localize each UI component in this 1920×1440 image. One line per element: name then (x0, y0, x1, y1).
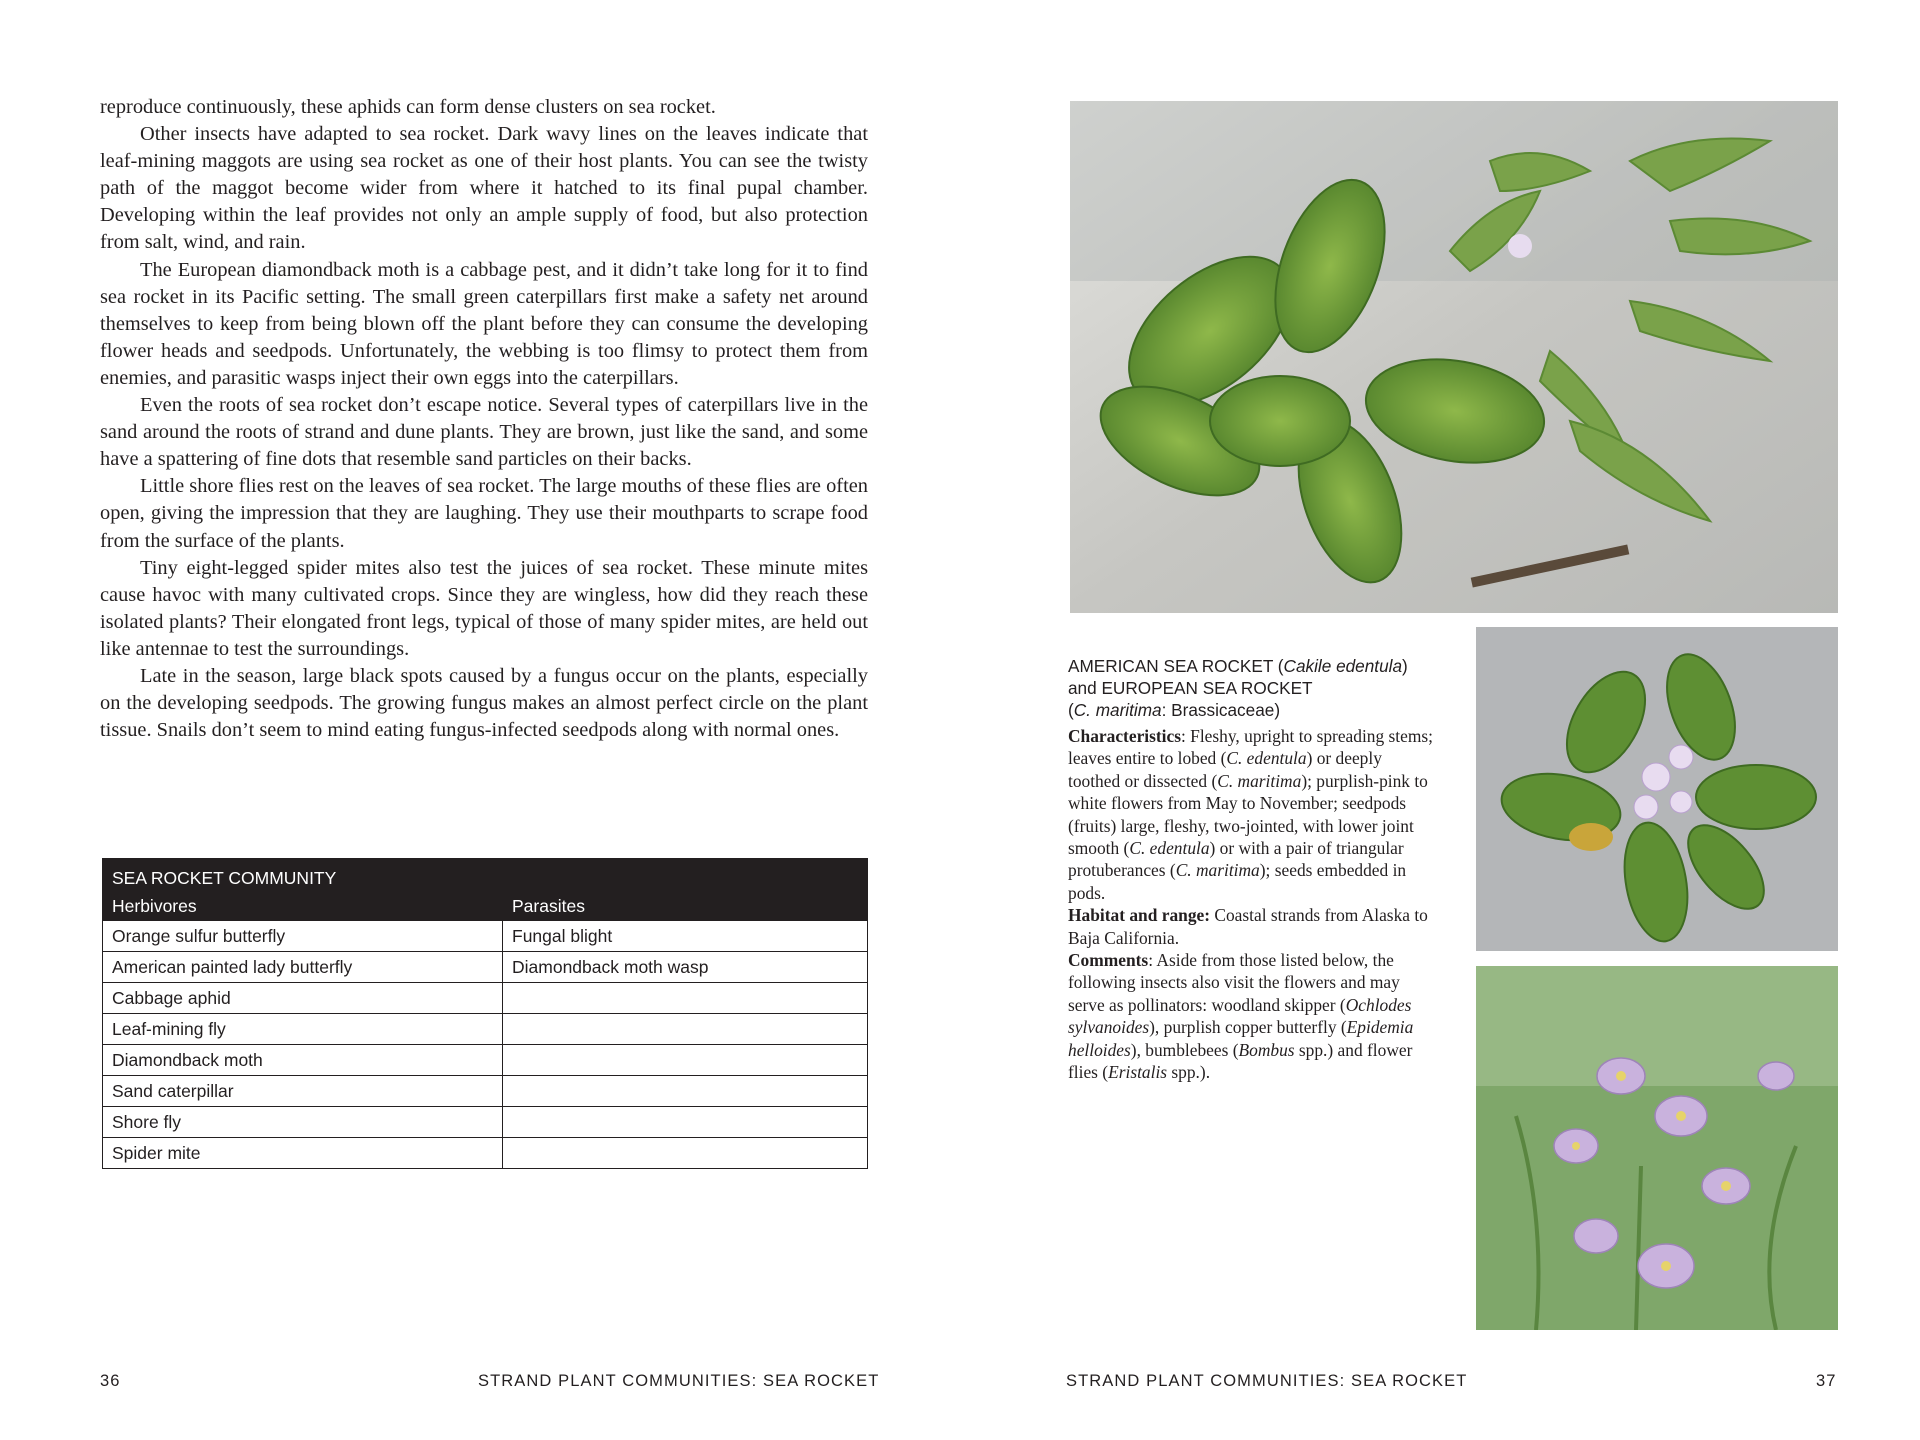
table-row (103, 1107, 868, 1138)
paragraph-3: The European diamondback moth is a cabbage pest, and it didn’t take long for it to find sea rocket in its Pacific setting. The small green caterpillars first make a safety net around themselves to keep from being blown off the plant before they can consume the developing flower heads and seedpods. Unfortunately, the webbing is too flimsy to protect them from enemies, and parasitic wasps inject their own eggs into the caterpillars. (100, 258, 868, 389)
parasite-cell (503, 983, 868, 1014)
characteristics-text: ) or deeply toothed or dissected ( (1068, 748, 1382, 791)
page-number-right: 37 (1816, 1372, 1837, 1390)
column-header-parasites: Parasites (503, 892, 868, 921)
comments-text: spp.). (1167, 1062, 1211, 1083)
habitat-text: Coastal strands from Alaska to Baja California. (1068, 905, 1428, 948)
comments-text: spp.) and flower flies ( (1068, 1039, 1413, 1083)
running-head-right: STRAND PLANT COMMUNITIES: SEA ROCKET (1066, 1372, 1468, 1390)
characteristics-paragraph (1068, 725, 1434, 904)
latin-term: C. maritima (1217, 770, 1302, 791)
comments-text: : Aside from those listed below, the following insects also visit the flowers and may serve as pollinators: woodland skipper ( (1068, 950, 1400, 1015)
parasite-cell (503, 1076, 868, 1107)
comments-label: Comments (1068, 950, 1149, 971)
open-paren-1: ( (1273, 656, 1284, 676)
characteristics-text: : Fleshy, upright to spreading stems; leaves entire to lobed ( (1068, 726, 1433, 769)
paragraph-6: Tiny eight-legged spider mites also test the juices of sea rocket. These minute mites cause havoc with many cultivated crops. Since they are wingless, how did they reach these isolated plants? Their elongated front legs, typical of those of many spider mites, are held out like antennae to test the surroundings. (100, 556, 868, 660)
running-head-left: STRAND PLANT COMMUNITIES: SEA ROCKET (478, 1372, 880, 1390)
comments-text: ), purplish copper butterfly ( (1149, 1017, 1347, 1038)
open-paren-2: ( (1068, 700, 1074, 720)
sea-rocket-rosette-photo (1476, 627, 1838, 951)
herbivore-cell: Diamondback moth (103, 1045, 503, 1076)
european-name: EUROPEAN SEA ROCKET (1101, 678, 1313, 698)
latin-term: Ochlodes sylvanoides (1068, 994, 1412, 1038)
close-paren-1: ) (1402, 656, 1408, 676)
paragraph-4: Even the roots of sea rocket don’t escape notice. Several types of caterpillars live in the sand around the roots of strand and dune plants. They are brown, just like the sand, and some have a spattering of fine dots that resemble sand particles on their backs. (100, 394, 868, 471)
species-heading (1068, 655, 1434, 721)
herbivore-cell: Orange sulfur butterfly (103, 921, 503, 952)
parasite-cell: Diamondback moth wasp (503, 952, 868, 983)
herbivore-cell: Sand caterpillar (103, 1076, 503, 1107)
paragraph-2: Other insects have adapted to sea rocket. Dark wavy lines on the leaves indicate that leaf-mining maggots are using sea rocket as one of their host plants. You can see the twisty path of the maggot become wider from where it hatched to its final pupal chamber. Developing within the leaf provides not only an ample supply of food, but also protection from salt, wind, and rain. (100, 123, 868, 254)
herbivore-cell: Leaf-mining fly (103, 1014, 503, 1045)
characteristics-label: Characteristics (1068, 726, 1181, 746)
parasite-cell (503, 1014, 868, 1045)
characteristics-text: ) or with a pair of triangular protuberances ( (1068, 838, 1404, 881)
comments-text: ), bumblebees ( (1130, 1039, 1239, 1060)
paragraph-7: Late in the season, large black spots caused by a fungus occur on the plants, especially on the developing seedpods. The growing fungus makes an almost perfect circle on the plant tissue. Snails don’t seem to mind eating fungus-infected seedpods along with normal ones. (100, 664, 868, 742)
latin-term: Eristalis (1108, 1062, 1168, 1083)
latin-term: Epidemia helloides (1068, 1017, 1414, 1060)
table-row (103, 983, 868, 1014)
parasite-cell (503, 1138, 868, 1169)
page-number-left: 36 (100, 1372, 121, 1390)
latin-term: Bombus (1238, 1039, 1295, 1060)
habitat-paragraph (1068, 904, 1434, 949)
right-page (960, 0, 1920, 1440)
latin-name-1: Cakile edentula (1283, 656, 1403, 676)
table-row (103, 1014, 868, 1045)
table-row (103, 952, 868, 983)
connector: and (1068, 678, 1102, 698)
sea-rocket-on-sand-photo (1070, 101, 1838, 613)
latin-term: C. edentula (1226, 748, 1307, 769)
family-name: : Brassicaceae) (1161, 700, 1281, 720)
table-row (103, 1138, 868, 1169)
body-text (100, 94, 868, 744)
parasite-cell (503, 1107, 868, 1138)
parasite-cell: Fungal blight (503, 921, 868, 952)
latin-term: C. maritima (1175, 860, 1260, 881)
comments-paragraph (1068, 949, 1434, 1083)
characteristics-text: ); seeds embedded in pods. (1068, 860, 1407, 903)
herbivore-cell: American painted lady butterfly (103, 952, 503, 983)
sea-rocket-community-table (102, 858, 868, 1169)
herbivore-cell: Spider mite (103, 1138, 503, 1169)
table-row (103, 1076, 868, 1107)
paragraph-1: reproduce continuously, these aphids can form dense clusters on sea rocket. (100, 96, 716, 118)
herbivore-cell: Cabbage aphid (103, 983, 503, 1014)
table-row (103, 1045, 868, 1076)
table-row (103, 921, 868, 952)
species-caption (1068, 655, 1434, 1084)
table-title: SEA ROCKET COMMUNITY (103, 859, 868, 892)
latin-term: C. edentula (1129, 838, 1210, 859)
column-header-herbivores: Herbivores (103, 892, 503, 921)
paragraph-5: Little shore flies rest on the leaves of sea rocket. The large mouths of these flies are often open, giving the impression that they are laughing. They use their mouthparts to scrape food from the surface of the plants. (100, 475, 868, 552)
herbivore-cell: Shore fly (103, 1107, 503, 1138)
sea-rocket-flowers-photo (1476, 966, 1838, 1330)
american-name: AMERICAN SEA ROCKET (1068, 656, 1274, 676)
characteristics-text: ); purplish-pink to white flowers from May to November; seedpods (fruits) large, fleshy, two-jointed, with lower joint smooth ( (1068, 770, 1428, 859)
latin-name-2: C. maritima (1073, 700, 1162, 720)
parasite-cell (503, 1045, 868, 1076)
habitat-label: Habitat and range: (1068, 905, 1211, 926)
